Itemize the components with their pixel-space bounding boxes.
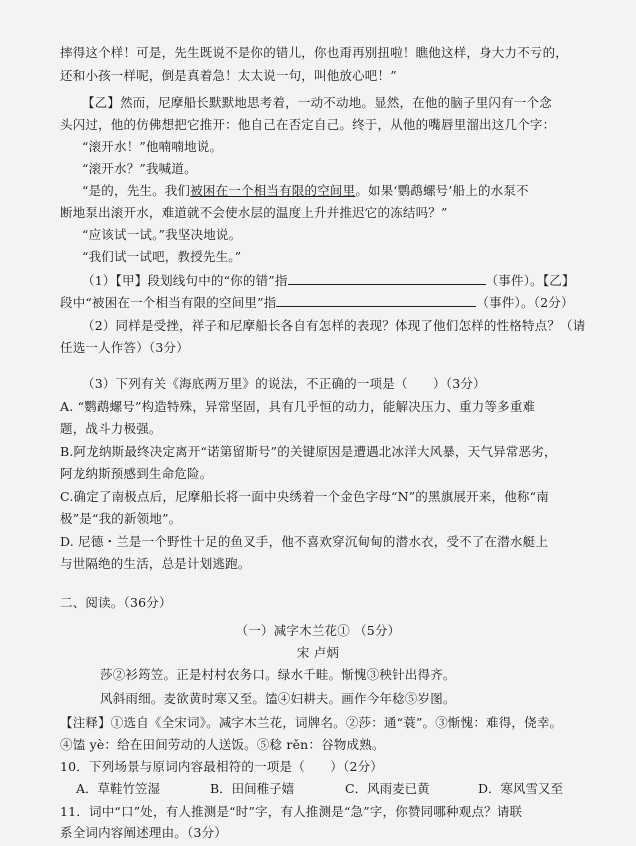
answer-blank[interactable] [288,272,486,285]
question-11: 系全词内容阐述理由。（3分） [60,825,228,840]
question-11: 11．词中“口”处，有人推测是“时”字，有人推测是“急”字，你赞同哪种观点？请联 [60,804,523,819]
passage-line: 【乙】然而，尼摩船长默默地思考着，一动不动地。显然，在他的脑子里闪有一个念 [82,95,552,110]
passage-line: “滚开水？”我喊道。 [82,161,197,176]
question-2: （2）同样是受挫，祥子和尼摩船长各自有怎样的表现？体现了他们怎样的性格特点？（请 [82,318,586,333]
option-a[interactable]: A．草鞋竹笠湿 [76,781,161,796]
passage-text: “是的，先生。我们 [82,183,191,198]
passage-text: 。如果‘鹦鹉螺号’船上的水泵不 [355,183,529,198]
option-b: 阿龙纳斯预感到生命危险。 [60,466,213,481]
option-b[interactable]: B．田间稚子嬉 [210,781,295,796]
answer-blank[interactable] [276,294,476,307]
option-d[interactable]: D．寒风雪又至 [478,781,564,796]
option-d: 与世隔绝的生活，总是计划逃跑。 [60,556,251,571]
passage-line: 摔得这个样！可是，先生既说不是你的错儿，你也甭再别扭啦！瞧他这样，身大力不亏的， [60,45,569,60]
option-d: D. 尼德・兰是一个野性十足的鱼叉手，他不喜欢穿沉甸甸的潜水衣，受不了在潜水艇上 [60,534,549,549]
option-c: 极”是“我的新领地”。 [60,511,182,526]
annotation: ④馌 yè：给在田间劳动的人送饭。⑤稔 rěn：谷物成熟。 [60,737,385,752]
question-text: （事件）。（2分） [476,295,574,310]
poem-author: 宋 卢炳 [296,645,340,660]
option-b: B.阿龙纳斯最终决定离开“诺第留斯号”的关键原因是遭遇北冰洋大风暴，天气异常恶劣， [60,444,557,459]
passage-line: “我们试一试吧，教授先生。” [82,249,242,264]
poem-title: （一）减字木兰花① （5分） [235,623,401,638]
question-text: 段中“被困在一个相当有限的空间里”指 [60,295,277,310]
passage-line: “滚开水！”他喃喃地说。 [82,139,223,154]
question-text: （事件）。【乙】 [485,273,575,288]
passage-line [82,182,602,200]
question-2: 任选一人作答）（3分） [60,340,189,355]
passage-line: “应该试一试。”我坚决地说。 [82,227,242,242]
passage-line: 还和小孩一样呢，倒是真着急！太太说一句，叫他放心吧！” [60,68,397,83]
section-heading: 二、阅读。（36分） [60,595,172,610]
question-1b [60,294,580,312]
option-a: 题，战斗力极强。 [60,421,162,436]
passage-line: 头闪过，他的仿佛想把它推开：他自己在否定自己。终于，从他的嘴唇里溜出这几个字： [60,117,556,132]
option-c: C.确定了南极点后，尼摩船长将一面中央绣着一个金色字母“N”的黑旗展开来，他称“南 [60,489,549,504]
underlined-phrase: 被困在一个相当有限的空间里 [190,183,356,198]
question-1a [82,272,602,290]
question-3-stem: （3）下列有关《海底两万里》的说法，不正确的一项是（ ）（3分） [82,376,486,391]
annotation: 【注释】①选自《全宋词》。减字木兰花，词牌名。②莎：通“蓑”。③惭愧：难得，侥幸。 [60,715,563,730]
option-a: A. “鹦鹉螺号”构造特殊，异常坚固，具有几乎恒的动力，能解决压力、重力等多重难 [60,399,536,414]
option-c[interactable]: C．风雨麦已黄 [345,781,430,796]
poem-line: 莎②衫筠笠。正是村村农务口。绿水千畦。惭愧③秧针出得齐。 [100,667,456,682]
poem-line: 风斜雨细。麦欲黄时寒又至。馌④妇耕夫。画作今年稔⑤岁图。 [100,691,456,706]
question-text: （1）【甲】段划线句中的“你的错”指 [82,273,288,288]
question-10-stem: 10．下列场景与原词内容最相符的一项是（ ）（2分） [60,759,384,774]
passage-line: 断地泵出滚开水，难道就不会使水层的温度上升并推迟它的冻结吗？” [60,205,448,220]
